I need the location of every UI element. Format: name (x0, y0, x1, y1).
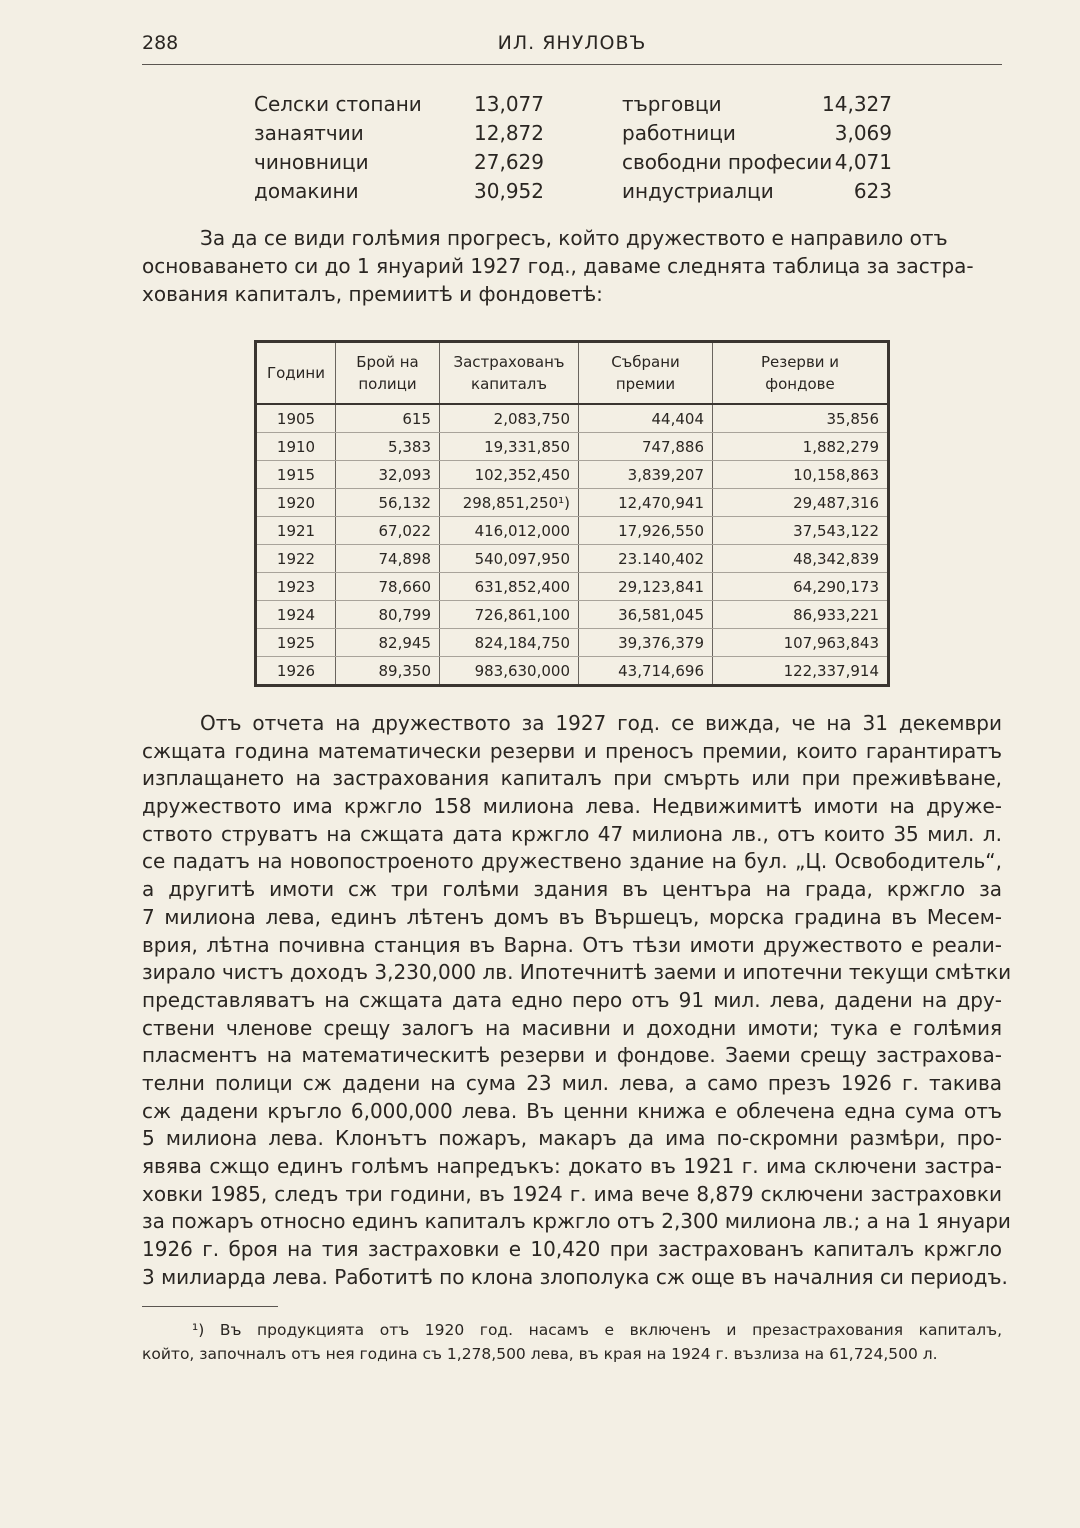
cell-year: 1922 (256, 545, 336, 573)
cell-premiums: 23.140,402 (579, 545, 713, 573)
text-line: се падатъ на новопостроеното дружествено здание на бул. „Ц. Освободитель“, (142, 849, 1002, 874)
stats-value: 12,872 (474, 121, 544, 145)
cell-premiums: 43,714,696 (579, 657, 713, 686)
cell-capital: 983,630,000 (440, 657, 579, 686)
intro-paragraph (142, 224, 1002, 308)
text-line: явява сжщо единъ голѣмъ напредъкъ: докато въ 1921 г. има сключени застра- (142, 1154, 1002, 1178)
cell-year: 1915 (256, 461, 336, 489)
col-header-capital (440, 342, 579, 405)
stats-label: Селски стопани (254, 92, 422, 116)
cell-capital: 2,083,750 (440, 404, 579, 433)
header-line: Застрахованъ (453, 353, 565, 371)
stats-value: 30,952 (474, 179, 544, 203)
text-line: представляватъ на сжщата дата едно перо отъ 91 мил. лева, дадени на дру- (142, 987, 1002, 1012)
cell-capital: 824,184,750 (440, 629, 579, 657)
col-header-years (256, 342, 336, 405)
text-line: зирало чистъ доходъ 3,230,000 лв. Ипотечнитѣ заеми и ипотечни текущи смѣтки (142, 960, 1012, 985)
running-head: ИЛ. ЯНУЛОВЪ (497, 32, 647, 54)
text-line: а другитѣ имоти сж три голѣми здания въ центъра на града, кржгло за (142, 877, 1002, 902)
cell-capital: 19,331,850 (440, 433, 579, 461)
text-line: хования капиталъ, премиитѣ и фондоветѣ: (142, 282, 603, 306)
table-row (256, 433, 889, 461)
cell-policies: 67,022 (336, 517, 440, 545)
stats-value: 623 (853, 179, 892, 203)
header-line: капиталъ (471, 375, 547, 393)
cell-policies: 5,383 (336, 433, 440, 461)
cell-capital: 726,861,100 (440, 601, 579, 629)
cell-capital: 102,352,450 (440, 461, 579, 489)
header-line: Години (266, 364, 325, 382)
page-number: 288 (142, 32, 179, 54)
footnote-divider (142, 1306, 278, 1307)
table-row (256, 489, 889, 517)
cell-year: 1926 (256, 657, 336, 686)
stats-label: работници (622, 121, 736, 145)
cell-year: 1905 (256, 404, 336, 433)
cell-policies: 56,132 (336, 489, 440, 517)
text-line: 5 милиона лева. Клонътъ пожаръ, макаръ да има по-скромни размѣри, про- (142, 1126, 1002, 1151)
header-line: полици (358, 375, 417, 393)
cell-policies: 74,898 (336, 545, 440, 573)
stats-value: 14,327 (822, 92, 892, 116)
cell-capital: 631,852,400 (440, 573, 579, 601)
cell-reserves: 37,543,122 (713, 517, 889, 545)
cell-premiums: 29,123,841 (579, 573, 713, 601)
stats-value: 4,071 (834, 150, 892, 174)
table-row (256, 404, 889, 433)
text-line: телни полици сж дадени на сума 23 мил. лева, а само презъ 1926 г. такива (142, 1070, 1002, 1095)
col-header-policies (336, 342, 440, 405)
cell-capital: 298,851,250¹) (440, 489, 579, 517)
cell-reserves: 48,342,839 (713, 545, 889, 573)
text-line: за пожаръ относно единъ капиталъ кржгло отъ 2,300 милиона лв.; а на 1 януари (142, 1209, 1011, 1234)
text-line: изплащането на застрахования капиталъ при смърть или при преживѣване, (142, 766, 1002, 791)
text-line: 1926 г. броя на тия застраховки е 10,420 при застрахованъ капиталъ кржгло (142, 1237, 1002, 1262)
cell-year: 1910 (256, 433, 336, 461)
col-header-reserves (713, 342, 889, 405)
cell-premiums: 36,581,045 (579, 601, 713, 629)
footnote-line: който, започналъ отъ нея година съ 1,278,500 лева, въ края на 1924 г. възлиза на 61,724,500 л. (142, 1345, 938, 1363)
footnote-line: ¹) Въ продукцията отъ 1920 год. насамъ е включенъ и презастрахования капиталъ, (192, 1321, 1002, 1339)
cell-reserves: 107,963,843 (713, 629, 889, 657)
cell-premiums: 3,839,207 (579, 461, 713, 489)
table-row (256, 545, 889, 573)
footnote (142, 1318, 1002, 1366)
cell-policies: 82,945 (336, 629, 440, 657)
cell-year: 1920 (256, 489, 336, 517)
cell-policies: 32,093 (336, 461, 440, 489)
cell-policies: 615 (336, 404, 440, 433)
stats-row (142, 92, 1002, 120)
col-header-premiums (579, 342, 713, 405)
table-row (256, 517, 889, 545)
cell-capital: 540,097,950 (440, 545, 579, 573)
cell-policies: 89,350 (336, 657, 440, 686)
cell-year: 1923 (256, 573, 336, 601)
cell-premiums: 44,404 (579, 404, 713, 433)
cell-reserves: 86,933,221 (713, 601, 889, 629)
stats-value: 3,069 (834, 121, 892, 145)
text-line: ховки 1985, следъ три години, въ 1924 г. има вече 8,879 сключени застраховки (142, 1181, 1002, 1206)
text-line: ството струватъ на сжщата дата кржгло 47 милиона лв., отъ които 35 мил. л. (142, 821, 1002, 846)
table-row (256, 461, 889, 489)
text-line: ствени членове срещу залогъ на масивни и доходни имоти; тука е голѣмия (142, 1015, 1002, 1040)
header-line: Брой на (356, 353, 419, 371)
table-header-row (256, 342, 889, 405)
stats-value: 27,629 (474, 150, 544, 174)
text-line: дружеството има кржгло 158 милиона лева. Недвижимитѣ имоти на друже- (142, 794, 1002, 819)
header-line: Събрани (611, 353, 680, 371)
cell-reserves: 64,290,173 (713, 573, 889, 601)
stats-row (142, 150, 1002, 178)
stats-label: свободни професии (622, 150, 833, 174)
text-line: За да се види голѣмия прогресъ, който дружеството е направило отъ (200, 226, 948, 250)
cell-capital: 416,012,000 (440, 517, 579, 545)
insurance-table (254, 340, 890, 687)
stats-label: занаятчии (254, 121, 364, 145)
table-row (256, 657, 889, 686)
cell-premiums: 39,376,379 (579, 629, 713, 657)
cell-reserves: 35,856 (713, 404, 889, 433)
header-line: премии (615, 375, 676, 393)
stats-row (142, 179, 1002, 207)
body-paragraph (142, 710, 1012, 1291)
cell-reserves: 122,337,914 (713, 657, 889, 686)
text-line: Отъ отчета на дружеството за 1927 год. се вижда, че на 31 декември (200, 711, 1002, 735)
stats-value: 13,077 (474, 92, 544, 116)
cell-premiums: 747,886 (579, 433, 713, 461)
cell-year: 1921 (256, 517, 336, 545)
cell-policies: 80,799 (336, 601, 440, 629)
text-line: основаването си до 1 януарий 1927 год., даваме следнята таблица за застра- (142, 254, 974, 278)
stats-label: индустриалци (622, 179, 774, 203)
cell-year: 1925 (256, 629, 336, 657)
text-line: сжщата година математически резерви и преносъ премии, които гарантиратъ (142, 738, 1002, 763)
stats-row (142, 121, 1002, 149)
cell-reserves: 10,158,863 (713, 461, 889, 489)
cell-premiums: 17,926,550 (579, 517, 713, 545)
cell-reserves: 1,882,279 (713, 433, 889, 461)
table-row (256, 629, 889, 657)
stats-label: домакини (254, 179, 359, 203)
text-line: сж дадени кръгло 6,000,000 лева. Въ ценни книжа е облечена една сума отъ (142, 1098, 1002, 1123)
cell-premiums: 12,470,941 (579, 489, 713, 517)
header-line: Резерви и (760, 353, 840, 371)
table-row (256, 573, 889, 601)
text-line: 3 милиарда лева. Работитѣ по клона злополука сж още въ началния си периодъ. (142, 1264, 1008, 1289)
header-line: фондове (765, 375, 835, 393)
cell-year: 1924 (256, 601, 336, 629)
cell-policies: 78,660 (336, 573, 440, 601)
stats-label: търговци (622, 92, 722, 116)
cell-reserves: 29,487,316 (713, 489, 889, 517)
table-row (256, 601, 889, 629)
text-line: врия, лѣтна почивна станция въ Варна. Отъ тѣзи имоти дружеството е реали- (142, 932, 1002, 957)
text-line: пласментъ на математическитѣ резерви и фондове. Заеми срещу застрахова- (142, 1043, 1002, 1068)
stats-label: чиновници (254, 150, 369, 174)
page-header (142, 30, 1002, 65)
text-line: 7 милиона лева, единъ лѣтенъ домъ въ Вършецъ, морска градина въ Месем- (142, 904, 1002, 929)
